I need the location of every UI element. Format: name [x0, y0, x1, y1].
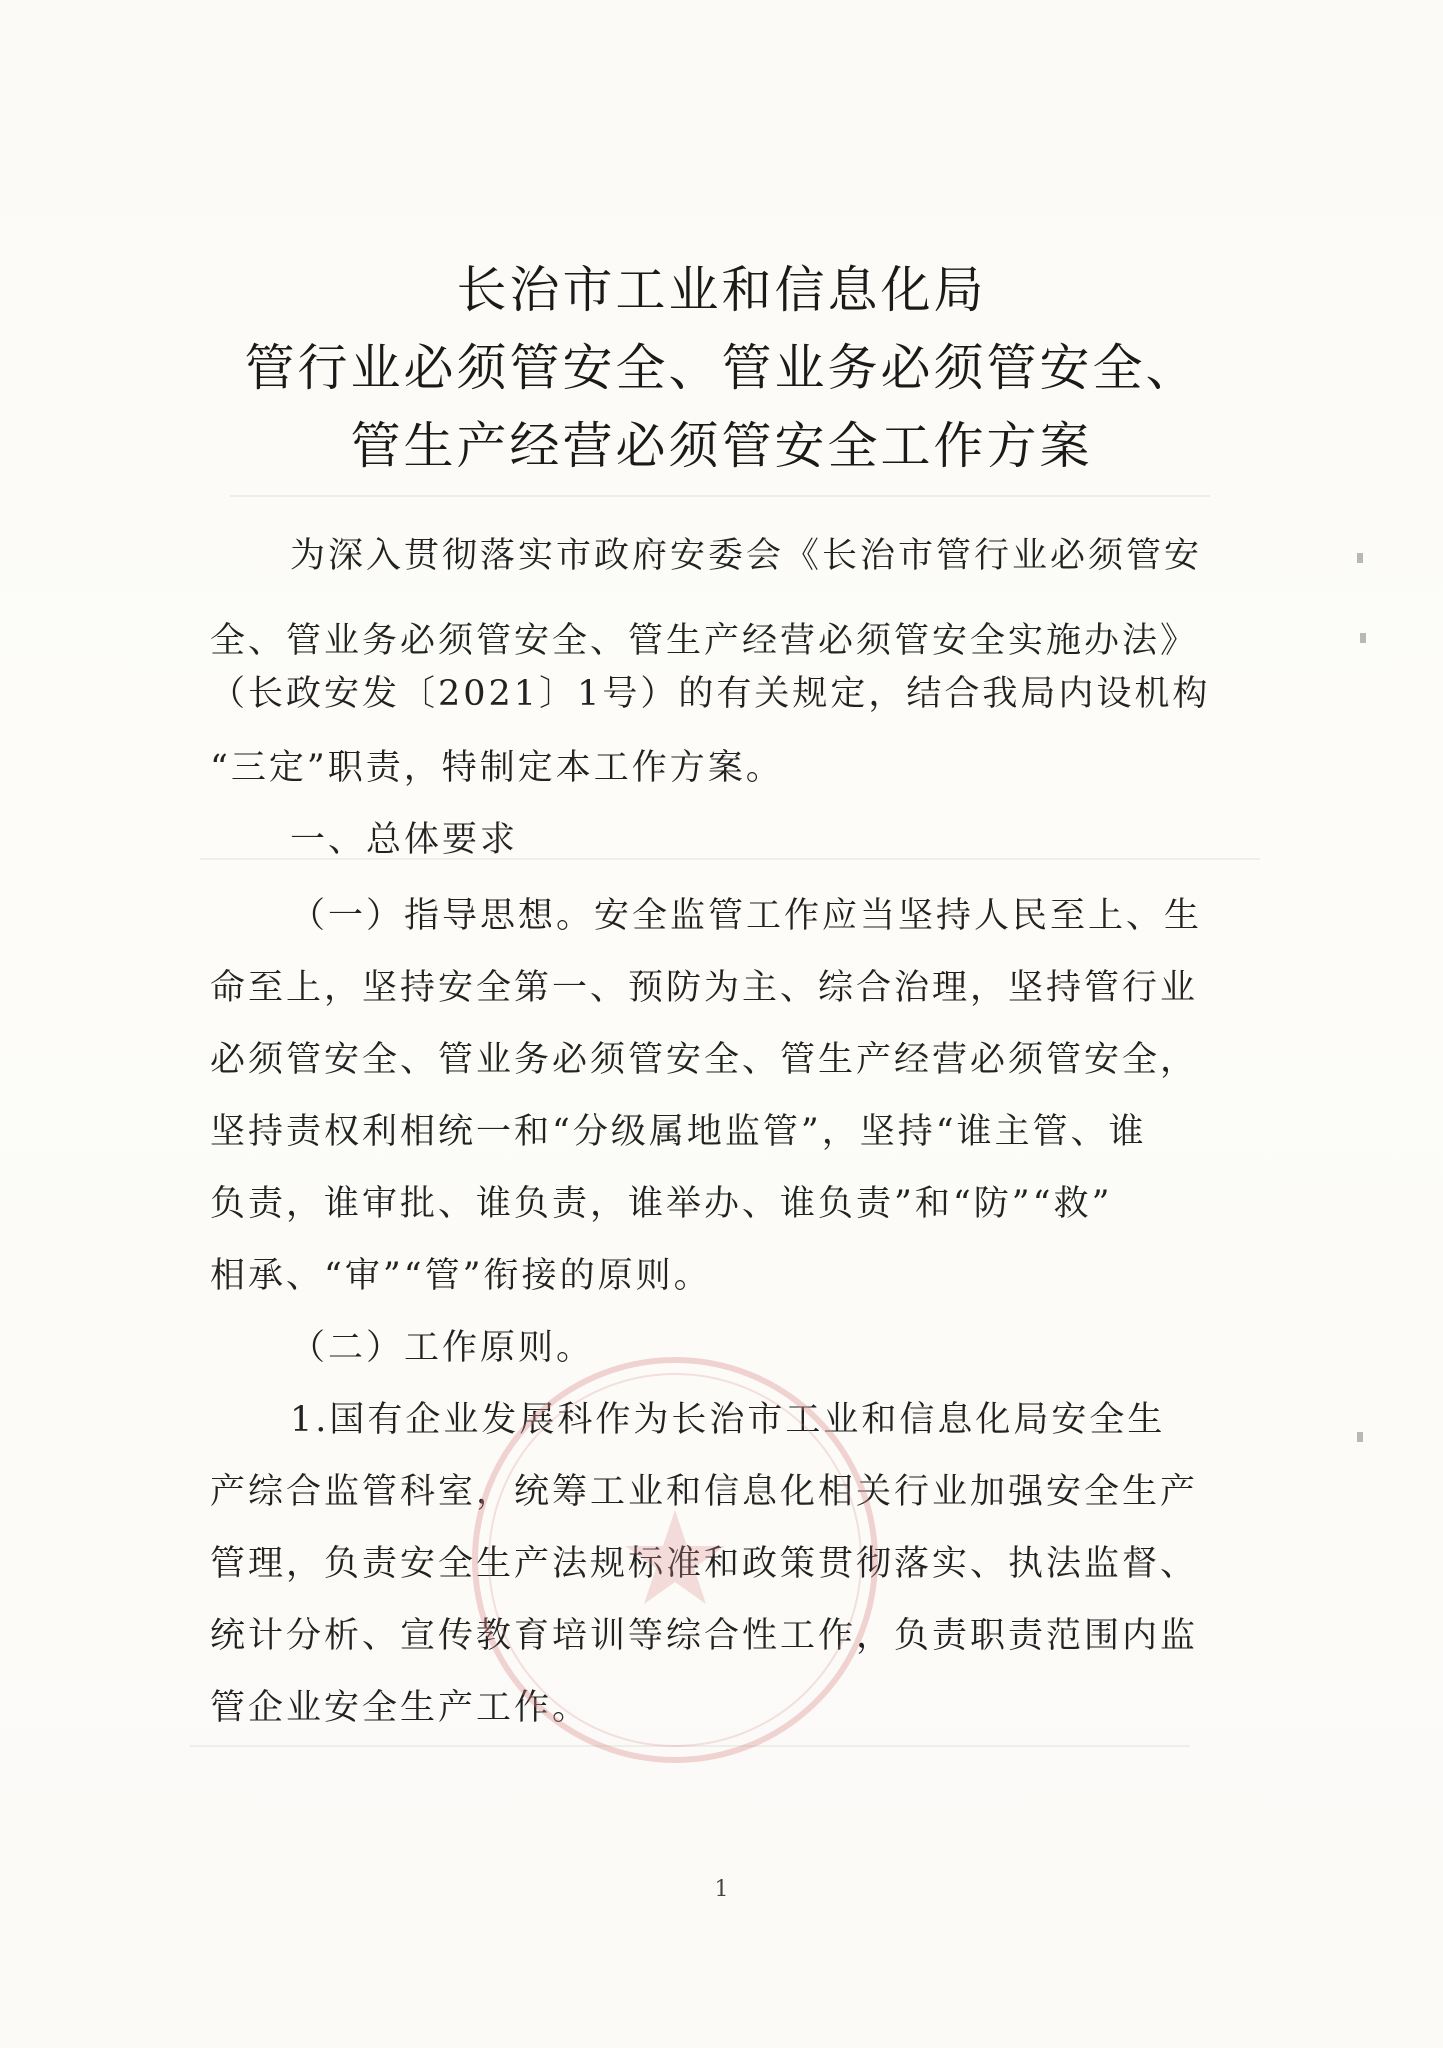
page-number: 1	[714, 1877, 729, 1902]
body-line: 全、管业务必须管安全、管生产经营必须管安全实施办法》	[210, 621, 1199, 661]
document-title-line-1: 长治市工业和信息化局	[456, 261, 987, 319]
document-title-line-3: 管生产经营必须管安全工作方案	[350, 417, 1093, 475]
body-line: 管理，负责安全生产法规标准和政策贯彻落实、执法监督、	[210, 1544, 1199, 1584]
document-title-line-2: 管行业必须管安全、管业务必须管安全、	[244, 339, 1199, 397]
subsection-paragraph-start: （一）指导思想。安全监管工作应当坚持人民至上、生	[290, 896, 1203, 936]
show-through-line	[230, 495, 1210, 497]
body-line: （长政安发〔2021〕1号）的有关规定，结合我局内设机构	[210, 674, 1211, 714]
subsection-heading: （二）工作原则。	[290, 1328, 595, 1368]
body-line: 坚持责权利相统一和“分级属地监管”，坚持“谁主管、谁	[210, 1112, 1147, 1152]
show-through-line	[190, 1745, 1190, 1747]
scan-mark	[1360, 633, 1366, 643]
scan-mark	[1357, 1432, 1363, 1442]
body-line: 必须管安全、管业务必须管安全、管生产经营必须管安全，	[210, 1040, 1199, 1080]
body-line: 负责，谁审批、谁负责，谁举办、谁负责”和“防”“救”	[210, 1184, 1113, 1224]
scan-mark	[1357, 553, 1363, 563]
numbered-paragraph-start: 1.国有企业发展科作为长治市工业和信息化局安全生	[290, 1400, 1166, 1440]
body-line: 相承、“审”“管”衔接的原则。	[210, 1256, 712, 1296]
body-line: 产综合监管科室，统筹工业和信息化相关行业加强安全生产	[210, 1472, 1199, 1512]
body-line: 命至上，坚持安全第一、预防为主、综合治理，坚持管行业	[210, 968, 1199, 1008]
body-line: 统计分析、宣传教育培训等综合性工作，负责职责范围内监	[210, 1616, 1199, 1656]
section-heading: 一、总体要求	[290, 820, 519, 860]
body-line: 管企业安全生产工作。	[210, 1688, 591, 1728]
body-line: 为深入贯彻落实市政府安委会《长治市管行业必须管安	[290, 536, 1203, 576]
body-line: “三定”职责，特制定本工作方案。	[210, 748, 784, 788]
